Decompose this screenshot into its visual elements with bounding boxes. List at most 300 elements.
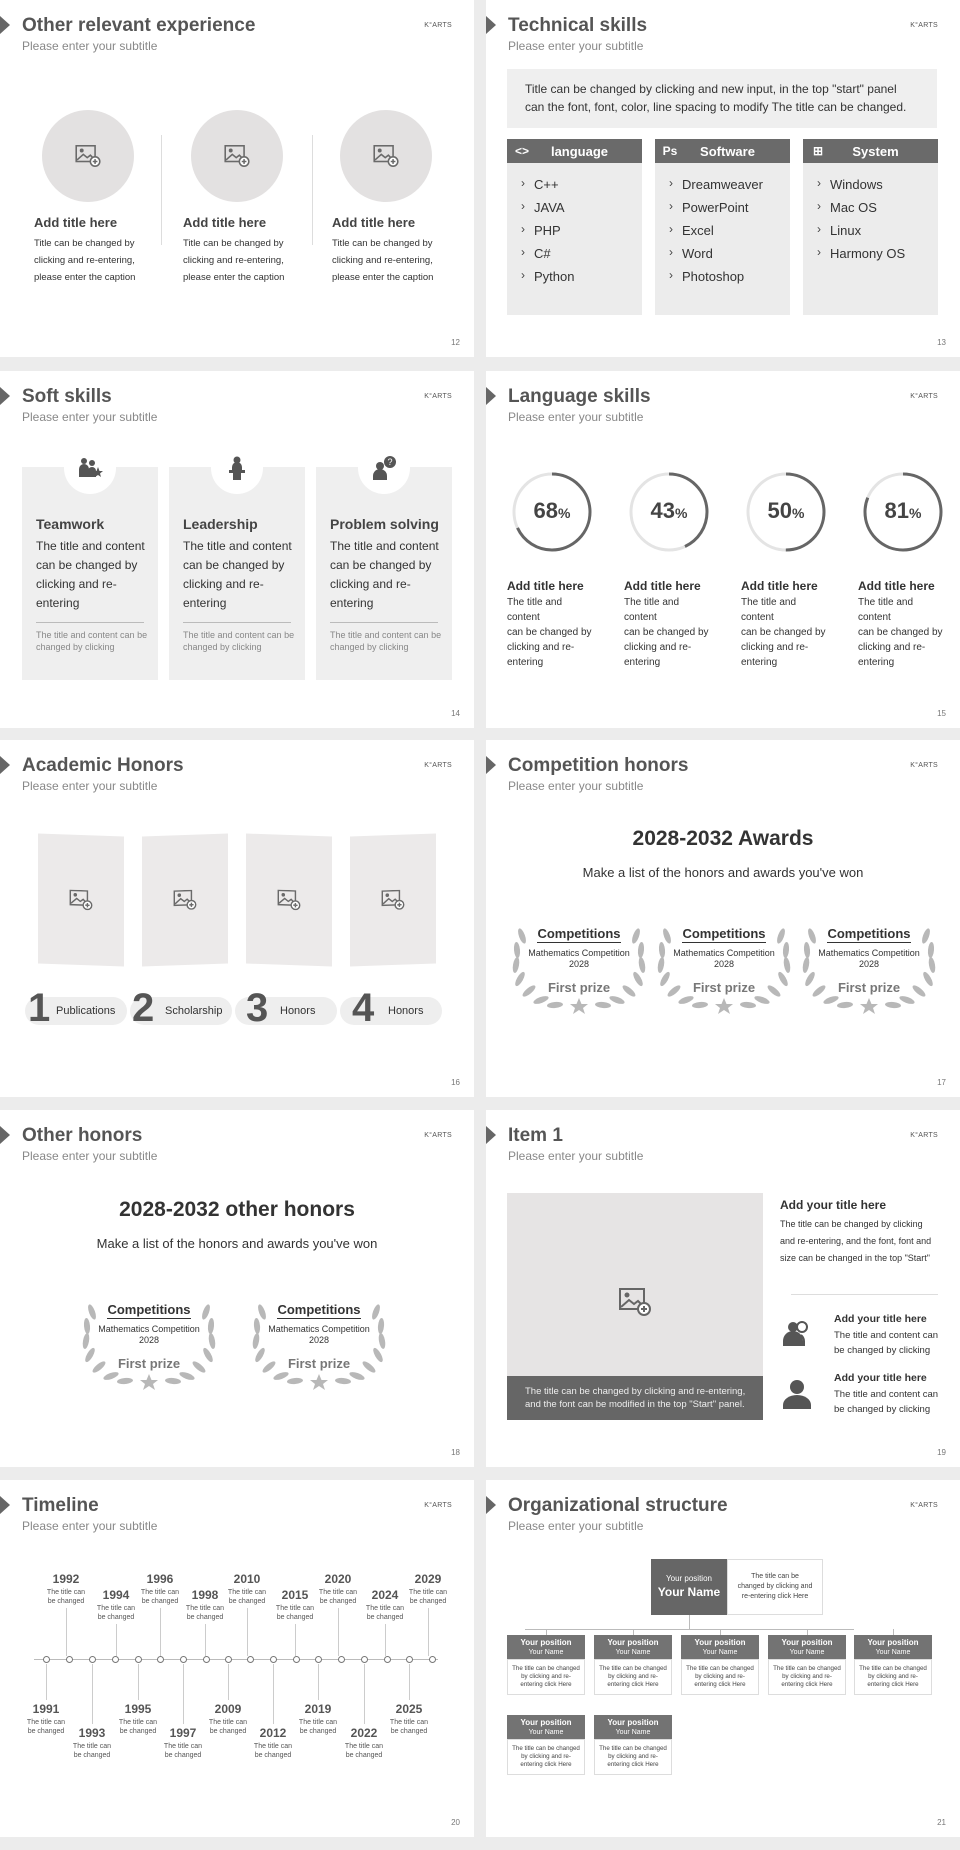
timeline-year: 2029 [414,1572,442,1586]
skill-item: › PowerPoint [669,200,790,223]
timeline-desc: The title can be changed [408,1589,448,1605]
item-body [624,595,712,670]
item-title: Add title here [34,215,118,230]
award-prize: First prize [547,980,611,995]
skill-item: › Word [669,246,790,269]
percent-label: 68% [533,498,571,523]
slide-other-honors [0,1110,474,1467]
body-line: clicking and re- [741,642,809,653]
award-competition: Mathematics Competition [528,948,630,958]
timeline-desc: The title can be changed [298,1719,338,1735]
award-name: Competitions [277,1302,361,1317]
group-icon [782,1320,812,1351]
image-placeholder-icon [224,145,250,167]
brand-logo: K°ARTS [910,1132,938,1139]
card-note: The title and content can be changed by clicking [330,630,442,652]
honor-label: Honors [388,1005,424,1017]
body-line: The title and content [507,597,563,623]
timeline-desc: The title can be changed [118,1719,158,1735]
slide-title: Technical skills [508,15,648,36]
item-body [741,595,829,670]
title-marker [486,1496,496,1514]
body-line: entering [624,657,661,668]
skill-item: › Excel [669,223,790,246]
body-line: The title and content [858,597,914,623]
honor-number: 2 [132,986,155,1030]
image-placeholder[interactable] [42,110,134,202]
slide-technical-skills [486,0,960,357]
item-title: Add title here [741,579,818,593]
slide-subtitle: Please enter your subtitle [22,779,158,793]
org-node[interactable] [507,1635,585,1659]
image-placeholder[interactable] [191,110,283,202]
timeline-dot [112,1656,119,1663]
org-node[interactable] [681,1635,759,1659]
code-icon: <> [514,144,529,158]
caption-line: clicking and re-entering, [332,255,433,266]
slide-soft-skills [0,371,474,728]
brand-logo: K°ARTS [424,762,452,769]
org-name: Your Name [528,1649,564,1656]
timeline-dot [180,1656,187,1663]
slide-competition-honors [486,740,960,1097]
award-name: Competitions [827,926,911,941]
slide-language-skills [486,371,960,728]
slide-other-relevant-experience [0,0,474,357]
caption-line: please enter the caption [34,272,136,283]
slide-subtitle: Please enter your subtitle [22,1519,158,1533]
timeline-dot [135,1656,142,1663]
caption-line: The title can be changed by clicking and re-entering, [525,1386,746,1397]
image-placeholder[interactable] [350,833,436,966]
org-name: Your Name [615,1649,651,1656]
award-competition: Mathematics Competition [673,948,775,958]
image-placeholder[interactable] [142,833,228,966]
image-placeholder-icon [69,890,93,911]
body-line: The title and content can [834,1389,939,1400]
org-node[interactable] [768,1635,846,1659]
timeline-tick [428,1608,429,1656]
body-line: entering [507,657,544,668]
award-name: Competitions [537,926,621,941]
page-number: 21 [937,1818,946,1827]
timeline-tick [183,1664,184,1724]
org-node[interactable] [854,1635,932,1659]
timeline-dot [293,1656,300,1663]
percent-label: 50% [767,498,805,523]
divider [312,135,313,245]
card-divider [330,622,438,623]
skill-card [169,467,305,680]
slide-title: Competition honors [508,755,689,776]
slide-subtitle: Please enter your subtitle [508,1149,644,1163]
card-title: Problem solving [330,516,439,532]
award-name: Competitions [107,1302,191,1317]
caption-line: Title can be changed by [34,238,135,249]
slide-item-1 [486,1110,960,1467]
timeline-tick [338,1608,339,1656]
skill-item: › C++ [521,177,642,200]
honor-label: Scholarship [165,1005,223,1017]
skill-item: › Windows [817,177,938,200]
skill-item: › Dreamweaver [669,177,790,200]
org-node-desc: The title can be changed by clicking and re- entering click Here [507,1739,585,1775]
award-year: 2028 [858,959,880,969]
divider [161,135,162,245]
awards-subheading: Make a list of the honors and awards you've won [582,865,864,880]
column-label: System [852,143,899,159]
timeline-dot [225,1656,232,1663]
caption-line: Title can be changed by [332,238,433,249]
skill-item: › Photoshop [669,269,790,292]
timeline-desc: The title can be changed [185,1605,225,1621]
timeline-desc: The title can be changed [72,1743,112,1759]
page-number: 13 [937,338,946,347]
card-note: The title and content can be changed by clicking [36,630,148,652]
card-note: The title and content can be changed by clicking [183,630,295,652]
skill-column-header [507,139,642,163]
brand-logo: K°ARTS [424,22,452,29]
timeline-desc: The title can be changed [318,1589,358,1605]
org-node-desc: The title can be changed by clicking and re- entering click Here [594,1659,672,1695]
honors-heading: 2028-2032 other honors [119,1198,355,1221]
timeline-desc: The title can be changed [46,1589,86,1605]
body-line: can be changed by [624,627,709,638]
timeline-year: 2025 [395,1702,423,1716]
org-node-desc: The title can be changed by clicking and re- entering click Here [507,1659,585,1695]
honors-subheading: Make a list of the honors and awards you've won [96,1236,378,1251]
skill-list [803,163,938,315]
image-placeholder-icon [381,890,405,911]
image-placeholder-icon [173,890,197,911]
timeline-tick [205,1624,206,1656]
item-caption [34,235,135,286]
svg-text:?: ? [387,457,393,467]
brand-logo: K°ARTS [910,762,938,769]
image-placeholder[interactable] [38,833,124,966]
title-marker [0,16,10,34]
slide-title: Academic Honors [22,755,184,776]
org-name: Your Name [615,1729,651,1736]
body-line: can be changed by [858,627,943,638]
item-title: Add title here [507,579,584,593]
timeline-year: 1994 [102,1588,130,1602]
body-line: be changed by clicking [834,1345,931,1356]
windows-icon: ⊞ [812,144,824,158]
org-position: Your position [607,1718,659,1727]
org-position: Your position [607,1638,659,1647]
timeline-tick [273,1664,274,1724]
item-title: Add title here [332,215,416,230]
skill-card [316,467,452,680]
page-number: 12 [451,338,460,347]
page-number: 20 [451,1818,460,1827]
list-body [834,1328,938,1358]
award-prize: First prize [117,1356,181,1371]
org-name: Your Name [702,1649,738,1656]
title-marker [0,1126,10,1144]
column-label: Software [700,143,755,159]
timeline-dot [270,1656,277,1663]
timeline-tick [160,1608,161,1656]
slide-subtitle: Please enter your subtitle [22,1149,158,1163]
skill-item: › C# [521,246,642,269]
timeline-tick [385,1624,386,1656]
org-top-desc [727,1559,823,1615]
slide-subtitle: Please enter your subtitle [508,1519,644,1533]
award-year: 2028 [568,959,590,969]
timeline-tick [46,1664,47,1700]
connector [525,1629,854,1630]
percent-label: 81% [884,498,922,523]
body-line: clicking and re- [624,642,692,653]
timeline-tick [295,1624,296,1656]
timeline-dot [89,1656,96,1663]
timeline-dot [429,1656,436,1663]
org-position: Your position [666,1574,712,1583]
caption-line: Title can be changed by [183,238,284,249]
award-laurel [653,918,795,1018]
timeline-desc: The title can be changed [140,1589,180,1605]
body-line: clicking and re- [858,642,926,653]
org-name: Your Name [528,1729,564,1736]
slide-title: Language skills [508,386,651,407]
timeline-desc: The title can be changed [253,1743,293,1759]
award-name: Competitions [682,926,766,941]
brand-logo: K°ARTS [424,393,452,400]
divider [791,1294,938,1295]
caption-line: and the font can be modified in the top "Start" panel. [525,1399,745,1410]
slide-title: Soft skills [22,386,112,407]
timeline-dot [203,1656,210,1663]
title-marker [486,387,496,405]
right-title: Add your title here [780,1198,887,1212]
timeline-year: 1992 [52,1572,80,1586]
caption-line: please enter the caption [183,272,285,283]
slide-subtitle: Please enter your subtitle [508,39,644,53]
timeline-year: 2012 [259,1726,287,1740]
award-detail [508,948,650,970]
slide-title: Timeline [22,1495,99,1516]
org-node-desc: The title can be changed by clicking and re- entering click Here [854,1659,932,1695]
timeline-dot [247,1656,254,1663]
slide-subtitle: Please enter your subtitle [508,410,644,424]
team-icon [64,442,116,494]
org-node[interactable] [594,1635,672,1659]
timeline-desc: The title can be changed [344,1743,384,1759]
slide-title: Other relevant experience [22,15,256,36]
body-line: entering [858,657,895,668]
skill-item: › Python [521,269,642,292]
item-body [507,595,595,670]
timeline-tick [364,1664,365,1724]
card-body: The title and content can be changed by clicking and re-entering [36,539,145,610]
timeline-tick [318,1664,319,1700]
image-placeholder-icon [619,1288,651,1316]
org-position: Your position [781,1638,833,1647]
percent-label: 43% [650,498,688,523]
item-title: Add title here [624,579,701,593]
body-line: and re-entering, and the font, font and [780,1236,932,1246]
award-year: 2028 [713,959,735,969]
skill-item: › Mac OS [817,200,938,223]
image-placeholder-icon [75,145,101,167]
image-placeholder-icon [373,145,399,167]
page-number: 19 [937,1448,946,1457]
body-line: The title and content [624,597,680,623]
card-body: The title and content can be changed by clicking and re-entering [330,539,439,610]
timeline-desc: The title can be changed [227,1589,267,1605]
skill-list [507,163,642,315]
body-line: size can be changed in the top "Start" [780,1253,930,1263]
timeline-year: 2010 [233,1572,261,1586]
slide-timeline [0,1480,474,1837]
award-laurel [78,1294,220,1394]
honor-number: 4 [352,986,375,1030]
timeline-desc: The title can be changed [163,1743,203,1759]
skill-item: › PHP [521,223,642,246]
intro-text: Title can be changed by clicking and new input, in the top "start" panel can the font, font, color, line spacing to modify The title can be changed. [507,69,937,128]
award-prize: First prize [692,980,756,995]
org-node[interactable] [507,1715,585,1739]
timeline-year: 1997 [169,1726,197,1740]
image-placeholder[interactable] [340,110,432,202]
title-marker [0,1496,10,1514]
award-prize: First prize [837,980,901,995]
timeline-tick [92,1664,93,1724]
org-position: Your position [867,1638,919,1647]
award-competition: Mathematics Competition [268,1324,370,1334]
slide-title: Item 1 [508,1125,563,1146]
timeline-year: 2015 [281,1588,309,1602]
timeline-dot [338,1656,345,1663]
item-title: Add title here [183,215,267,230]
body-line: The title and content [741,597,797,623]
timeline-year: 2020 [324,1572,352,1586]
timeline-dot [43,1656,50,1663]
title-marker [486,756,496,774]
timeline-tick [228,1664,229,1700]
timeline-year: 2022 [350,1726,378,1740]
timeline-tick [138,1664,139,1700]
award-detail [798,948,940,970]
card-title: Leadership [183,516,258,532]
timeline-desc: The title can be changed [275,1605,315,1621]
timeline-tick [66,1608,67,1656]
timeline-year: 2024 [371,1588,399,1602]
timeline-desc: The title can be changed [389,1719,429,1735]
image-placeholder[interactable] [246,833,332,966]
timeline-dot [157,1656,164,1663]
title-marker [486,16,496,34]
org-top-box[interactable] [651,1559,727,1615]
timeline-tick [247,1608,248,1656]
org-position: Your position [520,1638,572,1647]
award-year: 2028 [308,1335,330,1345]
slide-subtitle: Please enter your subtitle [22,39,158,53]
ps-icon: Ps [662,144,678,158]
honor-number: 1 [28,986,51,1030]
timeline-dot [406,1656,413,1663]
skill-column-header [803,139,938,163]
image-placeholder-icon [277,890,301,911]
body-line: can be changed by [741,627,826,638]
skill-item: › Harmony OS [817,246,938,269]
desc-line: changed by clicking and [737,1583,813,1590]
skill-item: › Linux [817,223,938,246]
timeline-dot [384,1656,391,1663]
award-laurel [798,918,940,1018]
skill-list [655,163,790,315]
honor-label: Honors [280,1005,316,1017]
timeline-year: 1991 [32,1702,60,1716]
slide-organizational-structure [486,1480,960,1837]
org-node[interactable] [594,1715,672,1739]
body-line: clicking and re- [507,642,575,653]
brand-logo: K°ARTS [910,393,938,400]
award-detail [248,1324,390,1346]
org-node-desc: The title can be changed by clicking and re- entering click Here [768,1659,846,1695]
timeline-desc: The title can be changed [365,1605,405,1621]
skill-column-header [655,139,790,163]
org-node-desc: The title can be changed by clicking and re- entering click Here [681,1659,759,1695]
timeline-year: 2019 [304,1702,332,1716]
slide-subtitle: Please enter your subtitle [22,410,158,424]
card-divider [36,622,144,623]
desc-line: re-entering click Here [741,1593,809,1600]
timeline-dot [66,1656,73,1663]
list-title: Add your title here [834,1313,927,1325]
title-marker [486,1126,496,1144]
org-node-desc: The title can be changed by clicking and re- entering click Here [594,1739,672,1775]
title-marker [0,387,10,405]
timeline-dot [361,1656,368,1663]
slide-academic-honors [0,740,474,1097]
brand-logo: K°ARTS [424,1132,452,1139]
list-body [834,1387,938,1417]
timeline-year: 1995 [124,1702,152,1716]
org-name: Your Name [789,1649,825,1656]
person-icon [782,1379,812,1414]
timeline-desc: The title can be changed [26,1719,66,1735]
award-prize: First prize [287,1356,351,1371]
body-line: The title and content can [834,1330,939,1341]
award-competition: Mathematics Competition [818,948,920,958]
card-body: The title and content can be changed by clicking and re-entering [183,539,292,610]
image-caption [507,1376,763,1420]
timeline-tick [409,1664,410,1700]
item-title: Add title here [858,579,935,593]
body-line: be changed by clicking [834,1404,931,1415]
org-name: Your Name [875,1649,911,1656]
page-number: 15 [937,709,946,718]
slide-subtitle: Please enter your subtitle [508,779,644,793]
card-title: Teamwork [36,516,105,532]
timeline-year: 1996 [146,1572,174,1586]
caption-line: please enter the caption [332,272,434,283]
caption-line: clicking and re-entering, [183,255,284,266]
item-caption [332,235,433,286]
timeline-desc: The title can be changed [208,1719,248,1735]
body-line: The title can be changed by clicking [780,1219,923,1229]
right-body [780,1216,950,1267]
slide-title: Organizational structure [508,1495,728,1516]
brand-logo: K°ARTS [424,1502,452,1509]
timeline-tick [116,1624,117,1656]
body-line: can be changed by [507,627,592,638]
slide-title: Other honors [22,1125,143,1146]
org-position: Your position [694,1638,746,1647]
